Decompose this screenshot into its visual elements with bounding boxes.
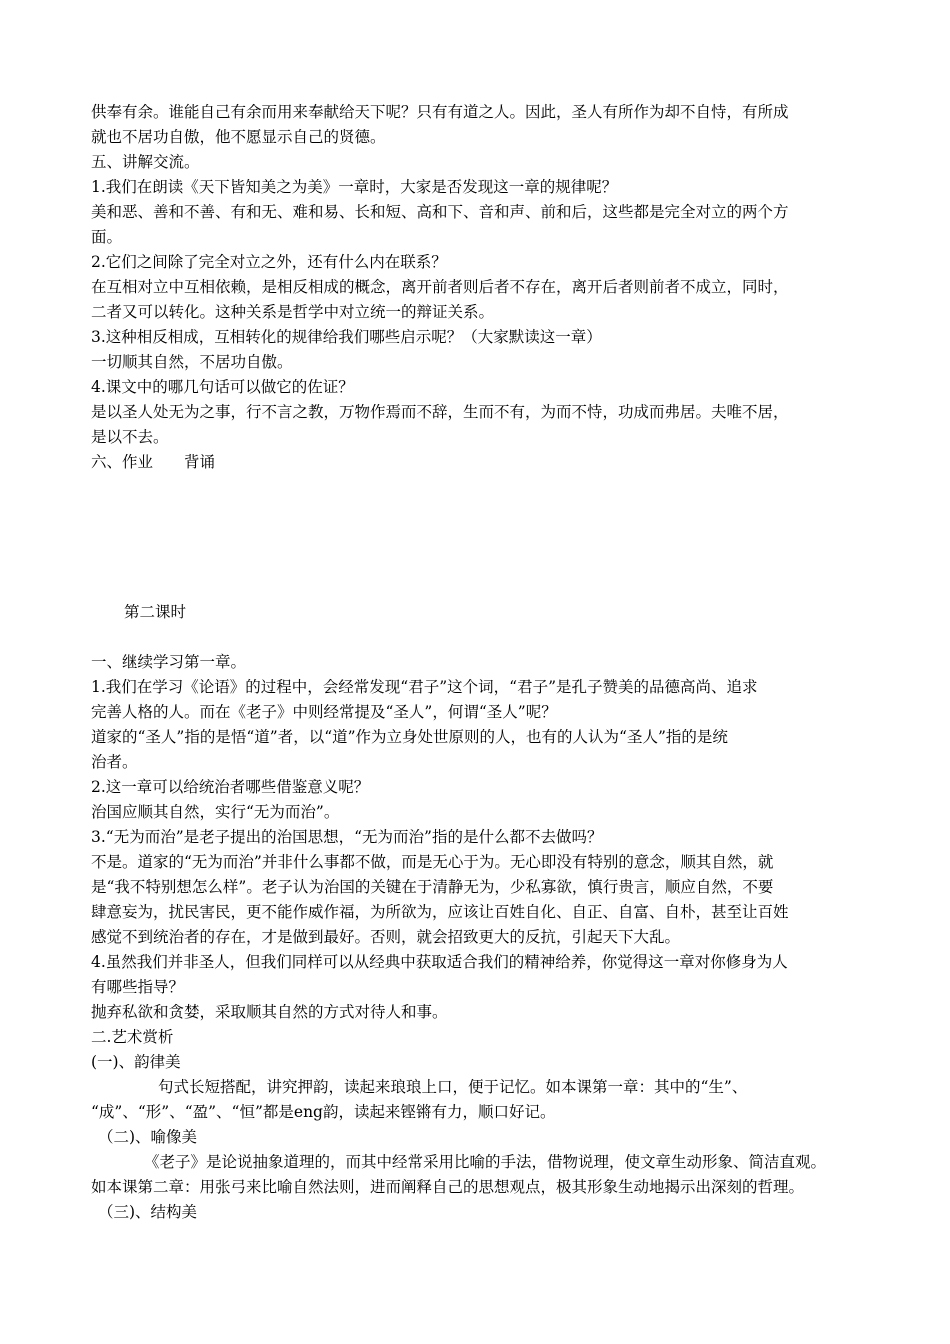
section-heading: 六、作业 背诵: [91, 453, 216, 471]
text-line: 肆意妄为，扰民害民，更不能作威作福，为所欲为，应该让百姓自化、自正、自富、自朴，甚至让百姓: [91, 903, 789, 921]
text-line: 供奉有余。谁能自己有余而用来奉献给天下呢？只有有道之人。因此，圣人有所作为却不自恃，有所成: [91, 103, 789, 121]
subsection-heading: （二)、喻像美: [98, 1128, 198, 1146]
text-line: 面。: [91, 228, 123, 246]
text-line: 一切顺其自然，不居功自傲。: [91, 353, 293, 371]
text-line: 二者又可以转化。这种关系是哲学中对立统一的辩证关系。: [91, 303, 495, 321]
question-line: 2.它们之间除了完全对立之外，还有什么内在联系？: [91, 253, 447, 271]
question-line: 2.这一章可以给统治者哪些借鉴意义呢？: [91, 778, 370, 796]
text-line: 治国应顺其自然，实行“无为而治”。: [91, 803, 340, 821]
text-line: 《老子》是论说抽象道理的，而其中经常采用比喻的手法，借物说理，使文章生动形象、简洁直观。: [144, 1153, 827, 1171]
question-line: 4.虽然我们并非圣人，但我们同样可以从经典中获取适合我们的精神给养，你觉得这一章对你修身为人: [91, 953, 788, 971]
text-line: 美和恶、善和不善、有和无、难和易、长和短、高和下、音和声、前和后，这些都是完全对立的两个方: [91, 203, 789, 221]
text-line: 在互相对立中互相依赖，是相反相成的概念，离开前者则后者不存在，离开后者则前者不成立，同时，: [91, 278, 789, 296]
text-line: 道家的“圣人”指的是悟“道”者，以“道”作为立身处世原则的人，也有的人认为“圣人”指的是统: [91, 728, 728, 746]
text-line: 是“我不特别想怎么样”。老子认为治国的关键在于清静无为，少私寡欲，慎行贵言，顺应自然，不要: [91, 878, 774, 896]
section-heading: 一、继续学习第一章。: [91, 653, 247, 671]
text-line: 治者。: [91, 753, 138, 771]
text-line: 句式长短搭配，讲究押韵，读起来琅琅上口，便于记忆。如本课第一章：其中的“生”、: [158, 1078, 748, 1096]
text-line: 就也不居功自傲，他不愿显示自己的贤德。: [91, 128, 386, 146]
text-line: 有哪些指导？: [91, 978, 185, 996]
text-line: 感觉不到统治者的存在，才是做到最好。否则，就会招致更大的反抗，引起天下大乱。: [91, 928, 681, 946]
question-line: 1.我们在朗读《天下皆知美之为美》一章时，大家是否发现这一章的规律呢？: [91, 178, 618, 196]
section-heading: 二.艺术赏析: [91, 1028, 174, 1046]
text-line: 如本课第二章：用张弓来比喻自然法则，进而阐释自己的思想观点，极其形象生动地揭示出深刻的哲理。: [91, 1178, 805, 1196]
section-heading: 五、讲解交流。: [91, 153, 200, 171]
subsection-heading: (一)、韵律美: [91, 1053, 181, 1071]
text-line: 是以圣人处无为之事，行不言之教，万物作焉而不辞，生而不有，为而不恃，功成而弗居。夫唯不居，: [91, 403, 789, 421]
text-line: “成”、“形”、“盈”、“恒”都是eng韵，读起来铿锵有力，顺口好记。: [91, 1103, 556, 1121]
text-line: 抛弃私欲和贪婪，采取顺其自然的方式对待人和事。: [91, 1003, 448, 1021]
question-line: 1.我们在学习《论语》的过程中，会经常发现“君子”这个词，“君子”是孔子赞美的品德高尚、追求: [91, 678, 758, 696]
question-line: 3.这种相反相成，互相转化的规律给我们哪些启示呢？（大家默读这一章）: [91, 328, 602, 346]
text-line: 完善人格的人。而在《老子》中则经常提及“圣人”，何谓“圣人”呢？: [91, 703, 557, 721]
text-line: 不是。道家的“无为而治”并非什么事都不做，而是无心于为。无心即没有特别的意念，顺其自然，就: [91, 853, 774, 871]
question-line: 3.“无为而治”是老子提出的治国思想，“无为而治”指的是什么都不去做吗？: [91, 828, 603, 846]
lesson-title: 第二课时: [124, 603, 187, 621]
text-line: 是以不去。: [91, 428, 169, 446]
subsection-heading: （三)、结构美: [98, 1203, 198, 1221]
question-line: 4.课文中的哪几句话可以做它的佐证？: [91, 378, 354, 396]
